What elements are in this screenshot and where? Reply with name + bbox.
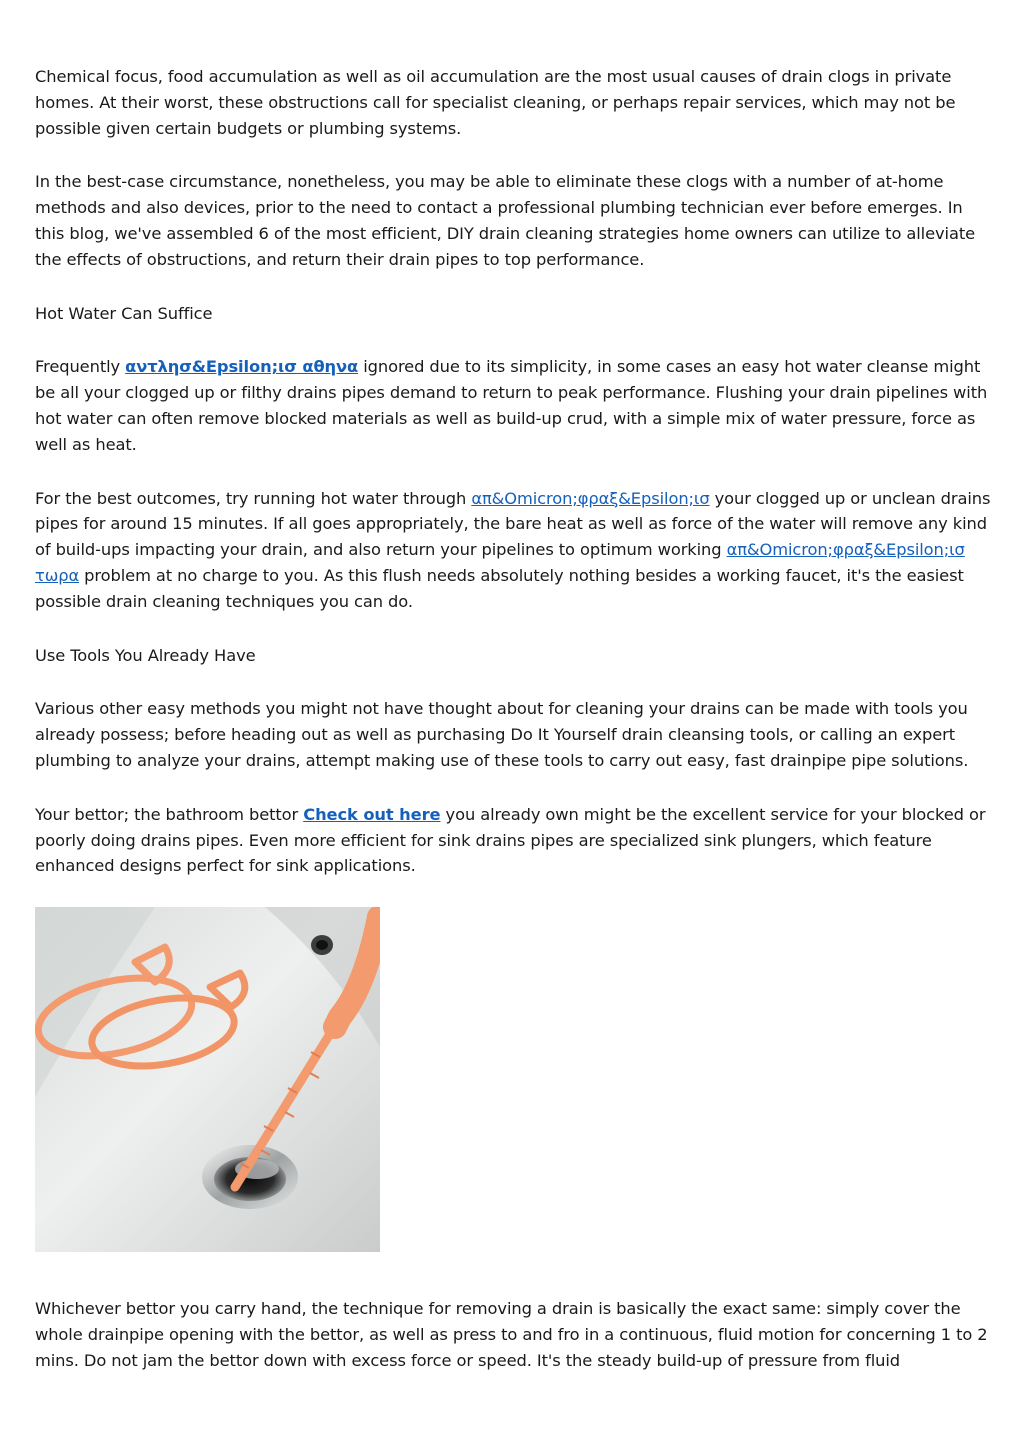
drain-snake-photo — [35, 907, 380, 1252]
text-fragment: Your bettor; the bathroom bettor — [35, 804, 304, 824]
text-fragment: you already own might be the excellent service for your blocked or poorly doing drains pipes. Even more efficient for sink drains pipes are specialized sink plungers, which feature enhanced designs perfect for sink applications. — [35, 804, 986, 876]
article-body — [35, 64, 995, 1402]
heading-hot-water: Hot Water Can Suffice — [35, 303, 213, 323]
link-check-out-here[interactable]: Check out here — [303, 804, 441, 824]
link-apofraxeis-tora[interactable]: απ&Omicron;φραξ&Epsilon;ισ τωρα — [35, 540, 965, 585]
link-apofraxeis[interactable]: απ&Omicron;φραξ&Epsilon;ισ — [471, 488, 710, 508]
paragraph-easy-methods: Various other easy methods you might not have thought about for cleaning your drains can be made with tools you already possess; before heading out as well as purchasing Do It Yourself drain cleansing tools, or calling an expert plumbing to analyze your drains, attempt making use of these tools to carry out easy, fast drainpipe pipe solutions. — [35, 699, 969, 770]
paragraph-intro: Chemical focus, food accumulation as well as oil accumulation are the most usual causes of drain clogs in private homes. At their worst, these obstructions call for specialist cleaning, or perhaps repair services, which may not be possible given certain budgets or plumbing systems. — [35, 67, 956, 138]
text-fragment: ignored due to its simplicity, in some cases an easy hot water cleanse might be all your clogged up or filthy drains pipes demand to return to peak performance. Flushing your drain pipelines with hot water can often remove blocked materials as well as build-up crud, with a simple mix of water pressure, force as well as heat. — [35, 357, 988, 454]
paragraph-best-case: In the best-case circumstance, nonetheless, you may be able to eliminate these clogs with a number of at-home methods and also devices, prior to the need to contact a professional plumbing technician ever before emerges. In this blog, we've assembled 6 of the most efficient, DIY drain cleaning strategies home owners can utilize to alleviate the effects of obstructions, and return their drain pipes to top performance. — [35, 172, 976, 269]
paragraph-best-outcomes — [35, 486, 995, 615]
paragraph-bettor — [35, 802, 995, 879]
paragraph-hot-water — [35, 354, 995, 457]
text-fragment: Frequently — [35, 357, 126, 377]
paragraph-technique: Whichever bettor you carry hand, the technique for removing a drain is basically the exact same: simply cover the whole drainpipe opening with the bettor, as well as press to and fro in a continuous, fluid motion for concerning 1 to 2 mins. Do not jam the bettor down with excess force or speed. It's the steady build-up of pressure from fluid — [35, 1299, 988, 1370]
heading-use-tools: Use Tools You Already Have — [35, 645, 256, 665]
text-fragment: your clogged up or unclean drains pipes for around 15 minutes. If all goes appropriately, the bare heat as well as force of the water will remove any kind of build-ups impacting your drain, and also return your pipelines to optimum working — [35, 488, 991, 560]
text-fragment: For the best outcomes, try running hot water through — [35, 488, 472, 508]
text-fragment: problem at no charge to you. As this flush needs absolutely nothing besides a working faucet, it's the easiest possible drain cleaning techniques you can do. — [35, 565, 964, 611]
link-antliseis-athina[interactable]: αντλησ&Epsilon;ισ αθηνα — [125, 357, 359, 377]
